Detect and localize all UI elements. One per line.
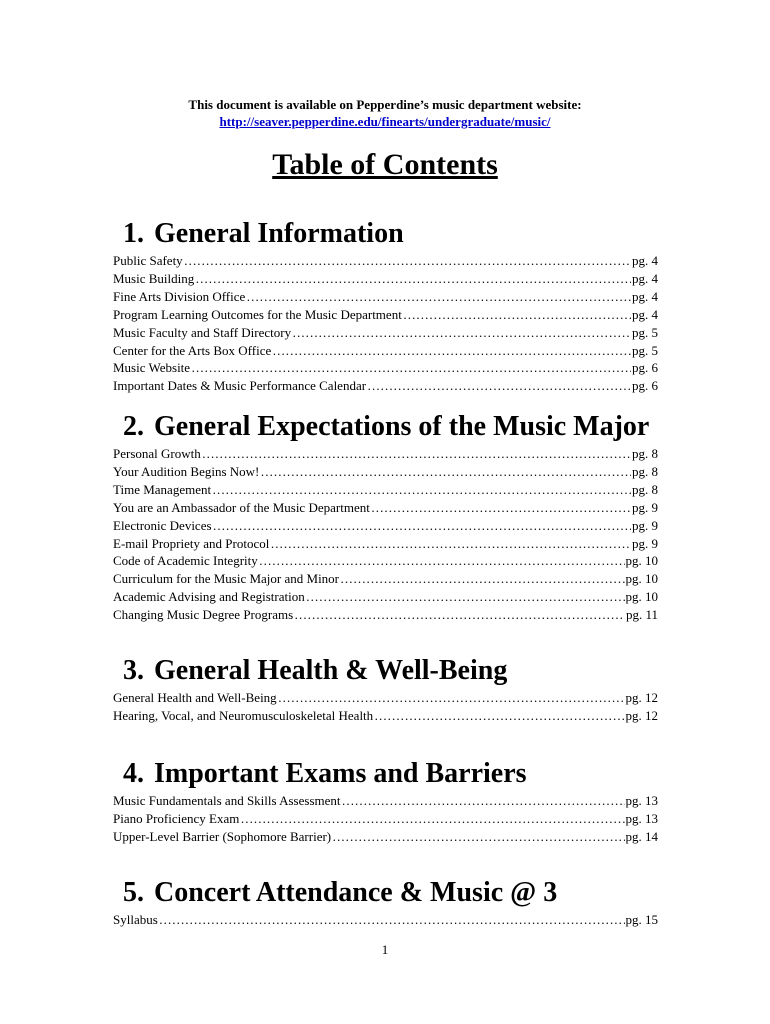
toc-entry[interactable]: Academic Advising and Registration ……………………………………………………………………………………………………………………………………………………………………………………………… pg. 10 (113, 588, 658, 606)
toc-entry[interactable]: Program Learning Outcomes for the Music Department ……………………………………………………………………………………………………………………………………………………………………………………………… pg. 4 (113, 306, 658, 324)
section-heading: 1. General Information (123, 218, 404, 249)
toc-entry[interactable]: Hearing, Vocal, and Neuromusculoskeletal Health ……………………………………………………………………………………………………………………………………………………………………………………………… pg. 12 (113, 707, 658, 725)
toc-entry[interactable]: Piano Proficiency Exam ……………………………………………………………………………………………………………………………………………………………………………………………… pg. 13 (113, 810, 658, 828)
toc-entry[interactable]: Time Management ……………………………………………………………………………………………………………………………………………………………………………………………… pg. 8 (113, 481, 658, 499)
toc-entry[interactable]: Code of Academic Integrity ……………………………………………………………………………………………………………………………………………………………………………………………… pg. 10 (113, 552, 658, 570)
section-heading: 4. Important Exams and Barriers (123, 758, 527, 789)
toc-section-general-expectations (113, 411, 658, 624)
section-heading: 5. Concert Attendance & Music @ 3 (123, 877, 558, 908)
toc-entry[interactable]: E-mail Propriety and Protocol ……………………………………………………………………………………………………………………………………………………………………………………………… pg. 9 (113, 535, 658, 553)
toc-entry[interactable]: Fine Arts Division Office ……………………………………………………………………………………………………………………………………………………………………………………………… pg. 4 (113, 288, 658, 306)
section-heading: 3. General Health & Well-Being (123, 655, 508, 686)
toc-entry[interactable]: Your Audition Begins Now! ……………………………………………………………………………………………………………………………………………………………………………………………… pg. 8 (113, 463, 658, 481)
toc-entry[interactable]: Music Faculty and Staff Directory ……………………………………………………………………………………………………………………………………………………………………………………………… pg. 5 (113, 324, 658, 342)
toc-entry[interactable]: Syllabus ……………………………………………………………………………………………………………………………………………………………………………………………… pg. 15 (113, 911, 658, 929)
availability-text: This document is available on Pepperdine’s music department website: (188, 97, 582, 112)
toc-section-health-well-being (113, 655, 658, 725)
toc-entry[interactable]: Electronic Devices ……………………………………………………………………………………………………………………………………………………………………………………………… pg. 9 (113, 517, 658, 535)
page-number: 1 (381, 942, 389, 957)
toc-entry[interactable]: Upper-Level Barrier (Sophomore Barrier) ……………………………………………………………………………………………………………………………………………………………………………………………… pg. 14 (113, 828, 658, 846)
toc-entry[interactable]: Curriculum for the Music Major and Minor ……………………………………………………………………………………………………………………………………………………………………………………………… pg. 10 (113, 570, 658, 588)
toc-entry[interactable]: Music Building ……………………………………………………………………………………………………………………………………………………………………………………………… pg. 4 (113, 270, 658, 288)
toc-entry[interactable]: General Health and Well-Being ……………………………………………………………………………………………………………………………………………………………………………………………… pg. 12 (113, 689, 658, 707)
music-department-link[interactable]: http://seaver.pepperdine.edu/finearts/undergraduate/music/ (219, 114, 551, 129)
toc-entry[interactable]: Changing Music Degree Programs ……………………………………………………………………………………………………………………………………………………………………………………………… pg. 11 (113, 606, 658, 624)
toc-entry[interactable]: Music Website ……………………………………………………………………………………………………………………………………………………………………………………………… pg. 6 (113, 359, 658, 377)
toc-entry[interactable]: Center for the Arts Box Office ……………………………………………………………………………………………………………………………………………………………………………………………… pg. 5 (113, 342, 658, 360)
toc-section-exams-barriers (113, 758, 658, 846)
page-title: Table of Contents (272, 148, 498, 181)
toc-entry[interactable]: Personal Growth ……………………………………………………………………………………………………………………………………………………………………………………………… pg. 8 (113, 445, 658, 463)
toc-entry[interactable]: Important Dates & Music Performance Calendar ……………………………………………………………………………………………………………………………………………………………………………………………… pg. 6 (113, 377, 658, 395)
section-heading: 2. General Expectations of the Music Major (123, 411, 650, 442)
toc-entry[interactable]: You are an Ambassador of the Music Department ……………………………………………………………………………………………………………………………………………………………………………………………… pg. 9 (113, 499, 658, 517)
availability-note (0, 96, 770, 130)
toc-section-general-information (113, 218, 658, 395)
toc-entry[interactable]: Music Fundamentals and Skills Assessment ……………………………………………………………………………………………………………………………………………………………………………………………… pg. 13 (113, 792, 658, 810)
toc-entry[interactable]: Public Safety ……………………………………………………………………………………………………………………………………………………………………………………………… pg. 4 (113, 252, 658, 270)
toc-section-concert-attendance (113, 877, 658, 929)
